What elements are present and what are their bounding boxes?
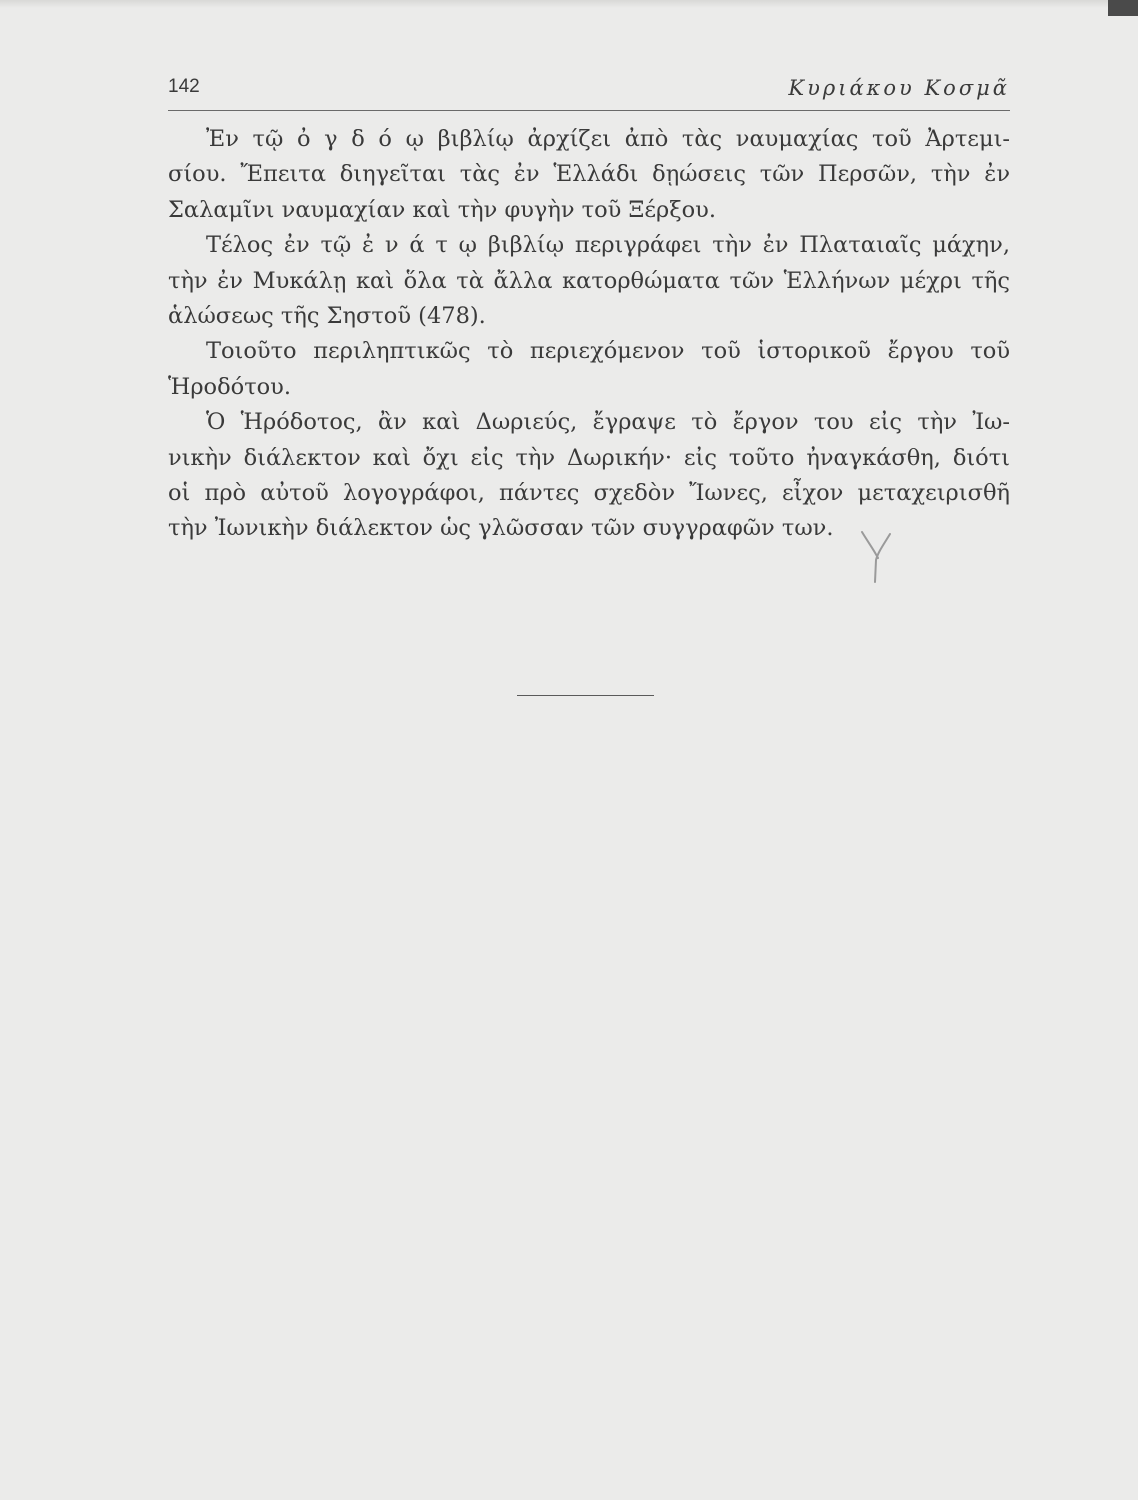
- scan-edge-shadow: [0, 0, 1138, 8]
- paragraph-line: ἁλώσεως τῆς Σηστοῦ (478).: [168, 302, 486, 329]
- running-title: Κυριάκου Κοσμᾶ: [788, 76, 1010, 100]
- paragraph-line: Ἡροδότου.: [168, 373, 292, 400]
- paragraph-line: νικὴν διάλεκτον καὶ ὄχι εἰς τὴν Δωρικήν· εἰς τοῦτο ἠναγκάσθη, διότι: [168, 444, 1010, 471]
- paragraph-line: Ὁ Ἡρόδοτος, ἂν καὶ Δωριεύς, ἔγραψε τὸ ἔργον του εἰς τὴν Ἰω-: [206, 409, 1010, 436]
- paragraph-line: τὴν Ἰωνικὴν διάλεκτον ὡς γλῶσσαν τῶν συγγραφῶν των.: [168, 515, 834, 542]
- paragraph-line: οἱ πρὸ αὐτοῦ λογογράφοι, πάντες σχεδὸν Ἴωνες, εἶχον μεταχειρισθῆ: [168, 479, 1010, 506]
- paragraph-line: Ἐν τῷ ὀ γ δ ό ῳ βιβλίῳ ἀρχίζει ἀπὸ τὰς ναυμαχίας τοῦ Ἀρτεμι-: [206, 126, 1010, 152]
- paragraph-line: σίου. Ἔπειτα διηγεῖται τὰς ἐν Ἑλλάδι δῃώσεις τῶν Περσῶν, τὴν ἐν: [168, 161, 1010, 188]
- body-text: [168, 122, 1010, 547]
- paragraph-line: Τέλος ἐν τῷ ἐ ν ά τ ῳ βιβλίῳ περιγράφει τὴν ἐν Πλαταιαῖς μάχην,: [206, 232, 1010, 259]
- pencil-mark: [858, 528, 894, 584]
- page-number: 142: [168, 76, 200, 97]
- paragraph-line: τὴν ἐν Μυκάλῃ καὶ ὅλα τὰ ἄλλα κατορθώματα τῶν Ἑλλήνων μέχρι τῆς: [168, 267, 1010, 294]
- section-end-rule: [517, 695, 654, 696]
- paragraph-line: Τοιοῦτο περιληπτικῶς τὸ περιεχόμενον τοῦ ἱστορικοῦ ἔργου τοῦ: [206, 338, 1010, 365]
- paragraph-line: Σαλαμῖνι ναυμαχίαν καὶ τὴν φυγὴν τοῦ Ξέρξου.: [168, 196, 716, 223]
- running-head: [168, 74, 1010, 111]
- scan-corner-shadow: [1108, 0, 1138, 16]
